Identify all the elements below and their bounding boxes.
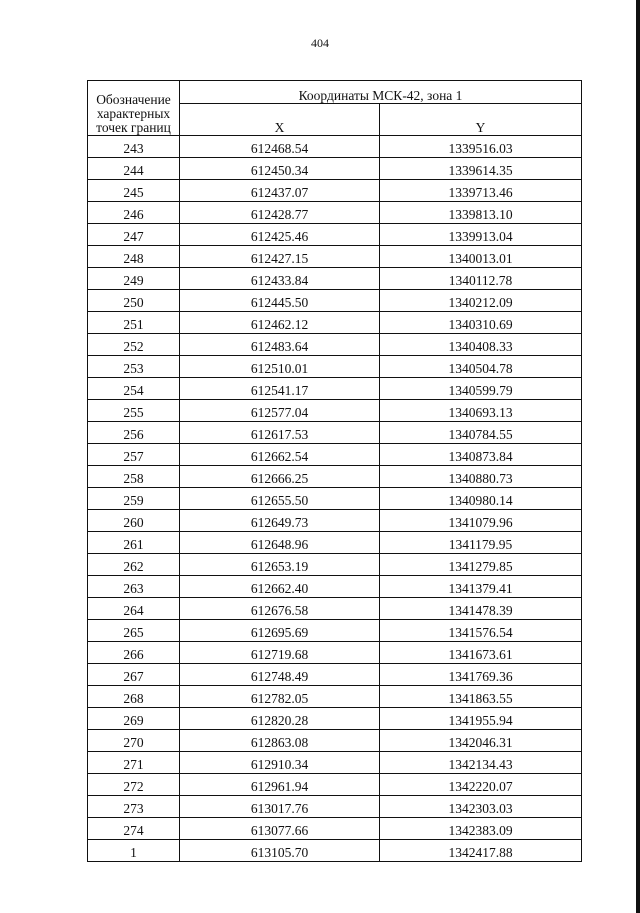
table-row [88,180,582,202]
point-id-cell: 270 [88,730,180,752]
y-coordinate-cell: 1341379.41 [380,576,582,598]
point-id-cell: 245 [88,180,180,202]
table-row [88,554,582,576]
x-coordinate-cell: 612782.05 [180,686,380,708]
y-coordinate-cell: 1341478.39 [380,598,582,620]
y-coordinate-cell: 1340880.73 [380,466,582,488]
table-row [88,708,582,730]
point-id-cell: 1 [88,840,180,862]
y-coordinate-cell: 1339813.10 [380,202,582,224]
table-row [88,510,582,532]
x-coordinate-cell: 612425.46 [180,224,380,246]
point-id-cell: 273 [88,796,180,818]
x-coordinate-cell: 612462.12 [180,312,380,334]
y-coordinate-cell: 1342303.03 [380,796,582,818]
table-row [88,268,582,290]
x-coordinate-cell: 612910.34 [180,752,380,774]
point-id-cell: 246 [88,202,180,224]
point-id-cell: 255 [88,400,180,422]
table-row [88,818,582,840]
x-coordinate-cell: 612428.77 [180,202,380,224]
x-coordinate-cell: 612617.53 [180,422,380,444]
header-x: X [180,104,380,136]
x-coordinate-cell: 612653.19 [180,554,380,576]
y-coordinate-cell: 1340112.78 [380,268,582,290]
point-id-cell: 268 [88,686,180,708]
y-coordinate-cell: 1340504.78 [380,356,582,378]
point-id-cell: 251 [88,312,180,334]
y-coordinate-cell: 1340212.09 [380,290,582,312]
table-row [88,290,582,312]
table-row [88,400,582,422]
x-coordinate-cell: 612483.64 [180,334,380,356]
x-coordinate-cell: 612666.25 [180,466,380,488]
point-id-cell: 262 [88,554,180,576]
table-row [88,730,582,752]
y-coordinate-cell: 1342046.31 [380,730,582,752]
table-row [88,620,582,642]
x-coordinate-cell: 612695.69 [180,620,380,642]
point-id-cell: 265 [88,620,180,642]
table-row [88,334,582,356]
table-row [88,444,582,466]
page-number: 404 [311,36,329,50]
table-row [88,246,582,268]
table-row [88,378,582,400]
y-coordinate-cell: 1342134.43 [380,752,582,774]
coordinates-table [87,80,582,862]
table-row [88,686,582,708]
y-coordinate-cell: 1341179.95 [380,532,582,554]
y-coordinate-cell: 1340599.79 [380,378,582,400]
point-id-cell: 248 [88,246,180,268]
x-coordinate-cell: 612433.84 [180,268,380,290]
point-id-cell: 249 [88,268,180,290]
table-row [88,796,582,818]
table-row [88,312,582,334]
x-coordinate-cell: 612649.73 [180,510,380,532]
point-id-cell: 261 [88,532,180,554]
x-coordinate-cell: 612655.50 [180,488,380,510]
table-row [88,840,582,862]
x-coordinate-cell: 613105.70 [180,840,380,862]
x-coordinate-cell: 612676.58 [180,598,380,620]
table-header [88,81,582,136]
x-coordinate-cell: 612648.96 [180,532,380,554]
x-coordinate-cell: 612961.94 [180,774,380,796]
y-coordinate-cell: 1341863.55 [380,686,582,708]
table-row [88,576,582,598]
table-row [88,532,582,554]
x-coordinate-cell: 612748.49 [180,664,380,686]
y-coordinate-cell: 1341673.61 [380,642,582,664]
point-id-cell: 259 [88,488,180,510]
table-row [88,664,582,686]
y-coordinate-cell: 1339913.04 [380,224,582,246]
table-row [88,642,582,664]
y-coordinate-cell: 1341769.36 [380,664,582,686]
x-coordinate-cell: 612820.28 [180,708,380,730]
scan-edge [636,0,640,913]
point-id-cell: 266 [88,642,180,664]
point-id-cell: 244 [88,158,180,180]
y-coordinate-cell: 1340784.55 [380,422,582,444]
table-row [88,136,582,158]
point-id-cell: 250 [88,290,180,312]
y-coordinate-cell: 1342383.09 [380,818,582,840]
table-row [88,422,582,444]
y-coordinate-cell: 1340873.84 [380,444,582,466]
y-coordinate-cell: 1341955.94 [380,708,582,730]
point-id-cell: 264 [88,598,180,620]
x-coordinate-cell: 612662.40 [180,576,380,598]
table-row [88,224,582,246]
x-coordinate-cell: 612445.50 [180,290,380,312]
x-coordinate-cell: 612662.54 [180,444,380,466]
x-coordinate-cell: 613077.66 [180,818,380,840]
point-id-cell: 254 [88,378,180,400]
y-coordinate-cell: 1339713.46 [380,180,582,202]
header-point-name: Обозначение характерных точек границ [88,81,180,136]
point-id-cell: 243 [88,136,180,158]
point-id-cell: 272 [88,774,180,796]
point-id-cell: 274 [88,818,180,840]
point-id-cell: 258 [88,466,180,488]
y-coordinate-cell: 1340408.33 [380,334,582,356]
point-id-cell: 271 [88,752,180,774]
table-body [88,136,582,862]
table-row [88,158,582,180]
x-coordinate-cell: 612450.34 [180,158,380,180]
y-coordinate-cell: 1342220.07 [380,774,582,796]
y-coordinate-cell: 1341079.96 [380,510,582,532]
table-row [88,202,582,224]
y-coordinate-cell: 1339516.03 [380,136,582,158]
x-coordinate-cell: 612577.04 [180,400,380,422]
table-row [88,466,582,488]
y-coordinate-cell: 1342417.88 [380,840,582,862]
x-coordinate-cell: 612427.15 [180,246,380,268]
table-row [88,774,582,796]
y-coordinate-cell: 1340310.69 [380,312,582,334]
y-coordinate-cell: 1341576.54 [380,620,582,642]
y-coordinate-cell: 1340693.13 [380,400,582,422]
point-id-cell: 257 [88,444,180,466]
x-coordinate-cell: 612468.54 [180,136,380,158]
x-coordinate-cell: 612863.08 [180,730,380,752]
point-id-cell: 247 [88,224,180,246]
point-id-cell: 253 [88,356,180,378]
header-y: Y [380,104,582,136]
x-coordinate-cell: 613017.76 [180,796,380,818]
point-id-cell: 256 [88,422,180,444]
point-id-cell: 267 [88,664,180,686]
y-coordinate-cell: 1341279.85 [380,554,582,576]
point-id-cell: 263 [88,576,180,598]
point-id-cell: 260 [88,510,180,532]
table-row [88,752,582,774]
header-coordinates-group: Координаты МСК-42, зона 1 [180,81,582,104]
y-coordinate-cell: 1340980.14 [380,488,582,510]
y-coordinate-cell: 1340013.01 [380,246,582,268]
x-coordinate-cell: 612541.17 [180,378,380,400]
y-coordinate-cell: 1339614.35 [380,158,582,180]
x-coordinate-cell: 612437.07 [180,180,380,202]
point-id-cell: 252 [88,334,180,356]
table-row [88,356,582,378]
x-coordinate-cell: 612719.68 [180,642,380,664]
point-id-cell: 269 [88,708,180,730]
table-row [88,598,582,620]
table-row [88,488,582,510]
x-coordinate-cell: 612510.01 [180,356,380,378]
